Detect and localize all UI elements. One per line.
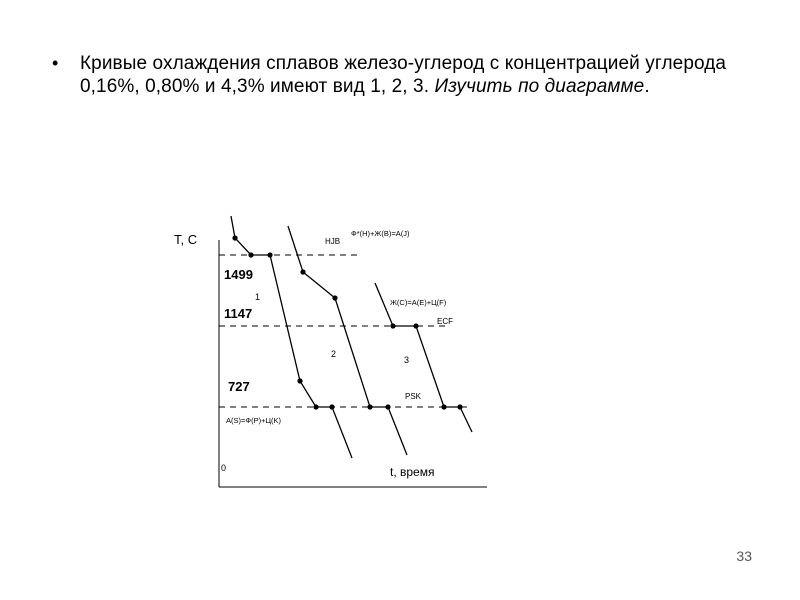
point xyxy=(385,404,390,409)
point xyxy=(367,404,372,409)
line-name-hjb: HJB xyxy=(325,237,341,246)
curve-label-2: 2 xyxy=(331,349,337,359)
point xyxy=(232,235,237,240)
point xyxy=(300,269,305,274)
point xyxy=(297,378,302,383)
point xyxy=(457,404,462,409)
curve-label-3: 3 xyxy=(404,355,410,365)
curve-label-1: 1 xyxy=(255,292,261,302)
point xyxy=(267,252,272,257)
main-text: Кривые охлаждения сплавов железо-углерод с концентрацией углерода 0,16%, 0,80% и 4,3% имеют вид 1, 2, 3. xyxy=(80,53,727,97)
italic-text: Изучить по диаграмме xyxy=(434,76,645,97)
point xyxy=(332,295,337,300)
point xyxy=(329,404,334,409)
line-name-psk: PSK xyxy=(405,392,422,401)
line-name-ecf: ECF xyxy=(437,317,453,326)
page-number: 33 xyxy=(736,548,752,564)
point xyxy=(390,323,395,328)
bullet: • xyxy=(52,53,59,73)
reaction-peritectic: Ф*(H)+Ж(B)=A(J) xyxy=(351,229,410,238)
temp-label-1147: 1147 xyxy=(224,306,253,321)
origin-label: 0 xyxy=(221,463,227,473)
critical-points xyxy=(232,235,462,409)
end-text: . xyxy=(644,76,650,97)
point xyxy=(413,323,418,328)
temp-label-727: 727 xyxy=(228,379,250,394)
x-axis-label: t, время xyxy=(390,465,435,479)
point xyxy=(248,252,253,257)
reaction-eutectic: Ж(C)=A(E)+Ц(F) xyxy=(390,298,447,307)
y-axis-label: T, C xyxy=(174,232,198,247)
temp-label-1499: 1499 xyxy=(224,267,253,282)
point xyxy=(313,404,318,409)
reaction-eutectoid: A(S)=Ф(P)+Ц(K) xyxy=(226,416,282,425)
cooling-curve-2 xyxy=(288,226,410,455)
point xyxy=(441,404,446,409)
